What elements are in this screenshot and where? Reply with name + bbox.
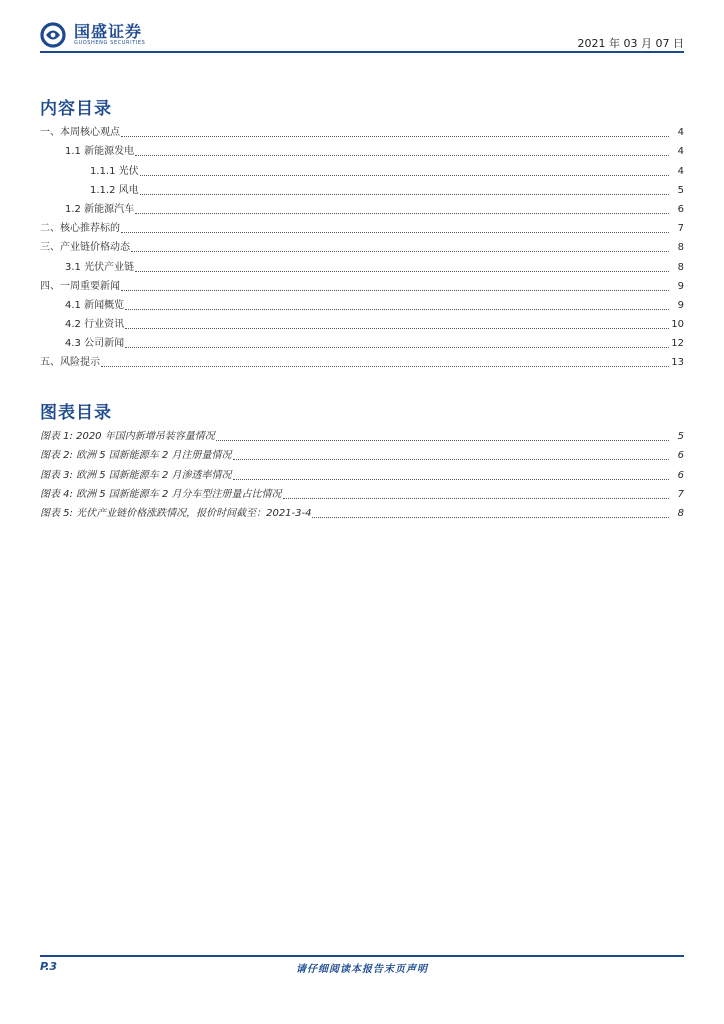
dot-leader — [140, 175, 669, 176]
dot-leader — [216, 440, 669, 441]
toc-entry-label: 1.1 新能源发电 — [65, 146, 135, 158]
dot-leader — [125, 328, 669, 329]
toc-entry[interactable] — [40, 120, 684, 139]
dot-leader — [121, 136, 669, 137]
figure-entry[interactable] — [40, 482, 684, 501]
toc-entry-page: 8 — [677, 242, 684, 254]
dot-leader — [135, 213, 669, 214]
figure-entry-label: 图表 3: 欧洲 5 国新能源车 2 月渗透率情况 — [40, 469, 232, 481]
header-divider — [40, 51, 684, 53]
dot-leader — [125, 347, 669, 348]
toc-entry-label: 3.1 光伏产业链 — [65, 261, 135, 273]
toc-entry-page: 12 — [671, 338, 684, 350]
toc-entry-label: 三、产业链价格动态 — [40, 242, 130, 254]
dot-leader — [125, 309, 669, 310]
toc-entry-label: 1.1.2 风电 — [90, 184, 139, 196]
figure-entry[interactable] — [40, 424, 684, 443]
toc-entry-page: 9 — [677, 280, 684, 292]
dot-leader — [131, 251, 669, 252]
toc-entry[interactable] — [40, 158, 684, 177]
figure-entry-page: 5 — [677, 431, 684, 443]
dot-leader — [140, 194, 669, 195]
toc-entry-page: 6 — [677, 203, 684, 215]
toc-entry-page: 5 — [677, 184, 684, 196]
toc-entry-label: 1.1.1 光伏 — [90, 165, 139, 177]
footer-disclaimer: 请仔细阅读本报告末页声明 — [296, 964, 428, 975]
dot-leader — [135, 155, 669, 156]
toc-entry-page: 4 — [677, 165, 684, 177]
toc-entry-label: 五、风险提示 — [40, 357, 100, 369]
toc-entry[interactable] — [40, 350, 684, 369]
toc-entry[interactable] — [40, 254, 684, 273]
figure-entry[interactable] — [40, 443, 684, 462]
dot-leader — [101, 366, 669, 367]
toc-entry[interactable] — [40, 178, 684, 197]
figure-entry-page: 6 — [677, 450, 684, 462]
toc-entry-page: 13 — [671, 357, 684, 369]
toc-entry-page: 4 — [677, 146, 684, 158]
toc-entry[interactable] — [40, 331, 684, 350]
report-date: 2021 年 03 月 07 日 — [577, 37, 684, 50]
toc-entry[interactable] — [40, 139, 684, 158]
guosheng-logo-icon — [40, 22, 68, 48]
figure-entry[interactable] — [40, 462, 684, 481]
figure-entry-page: 6 — [677, 469, 684, 481]
toc-entry-label: 4.3 公司新闻 — [65, 338, 125, 350]
toc-entry-page: 10 — [671, 319, 684, 331]
dot-leader — [283, 498, 669, 499]
logo-english-text: GUOSHENG SECURITIES — [74, 40, 146, 46]
toc-entry[interactable] — [40, 312, 684, 331]
dot-leader — [121, 232, 669, 233]
toc-entry[interactable] — [40, 235, 684, 254]
list-of-figures — [40, 424, 684, 520]
toc-entry[interactable] — [40, 197, 684, 216]
dot-leader — [312, 517, 669, 518]
figure-entry-page: 8 — [677, 507, 684, 519]
figure-entry-label: 图表 5: 光伏产业链价格涨跌情况，报价时间截至：2021-3-4 — [40, 507, 312, 519]
logo-chinese-text: 国盛证券 — [74, 22, 143, 41]
figure-entry-label: 图表 1: 2020 年国内新增吊装容量情况 — [40, 431, 215, 443]
company-logo — [40, 22, 145, 48]
table-of-contents — [40, 120, 684, 369]
figure-entry[interactable] — [40, 501, 684, 520]
toc-entry-page: 7 — [677, 223, 684, 235]
toc-entry-label: 四、一周重要新闻 — [40, 280, 120, 292]
toc-entry-label: 4.2 行业资讯 — [65, 319, 125, 331]
dot-leader — [121, 290, 669, 291]
toc-entry-label: 二、核心推荐标的 — [40, 223, 120, 235]
figures-title: 图表目录 — [40, 403, 112, 423]
figure-entry-label: 图表 2: 欧洲 5 国新能源车 2 月注册量情况 — [40, 450, 232, 462]
page-header — [40, 18, 684, 52]
footer-page-number: P.3 — [40, 960, 58, 973]
toc-entry[interactable] — [40, 274, 684, 293]
toc-entry-label: 一、本周核心观点 — [40, 127, 120, 139]
figure-entry-label: 图表 4: 欧洲 5 国新能源车 2 月分车型注册量占比情况 — [40, 488, 282, 500]
toc-title: 内容目录 — [40, 99, 112, 119]
toc-entry-label: 4.1 新闻概览 — [65, 299, 125, 311]
toc-entry[interactable] — [40, 293, 684, 312]
toc-entry-label: 1.2 新能源汽车 — [65, 203, 135, 215]
dot-leader — [135, 271, 669, 272]
dot-leader — [233, 479, 669, 480]
toc-entry-page: 9 — [677, 299, 684, 311]
toc-entry-page: 4 — [677, 127, 684, 139]
toc-entry-page: 8 — [677, 261, 684, 273]
toc-entry[interactable] — [40, 216, 684, 235]
dot-leader — [233, 459, 669, 460]
figure-entry-page: 7 — [677, 488, 684, 500]
footer-divider — [40, 955, 684, 957]
